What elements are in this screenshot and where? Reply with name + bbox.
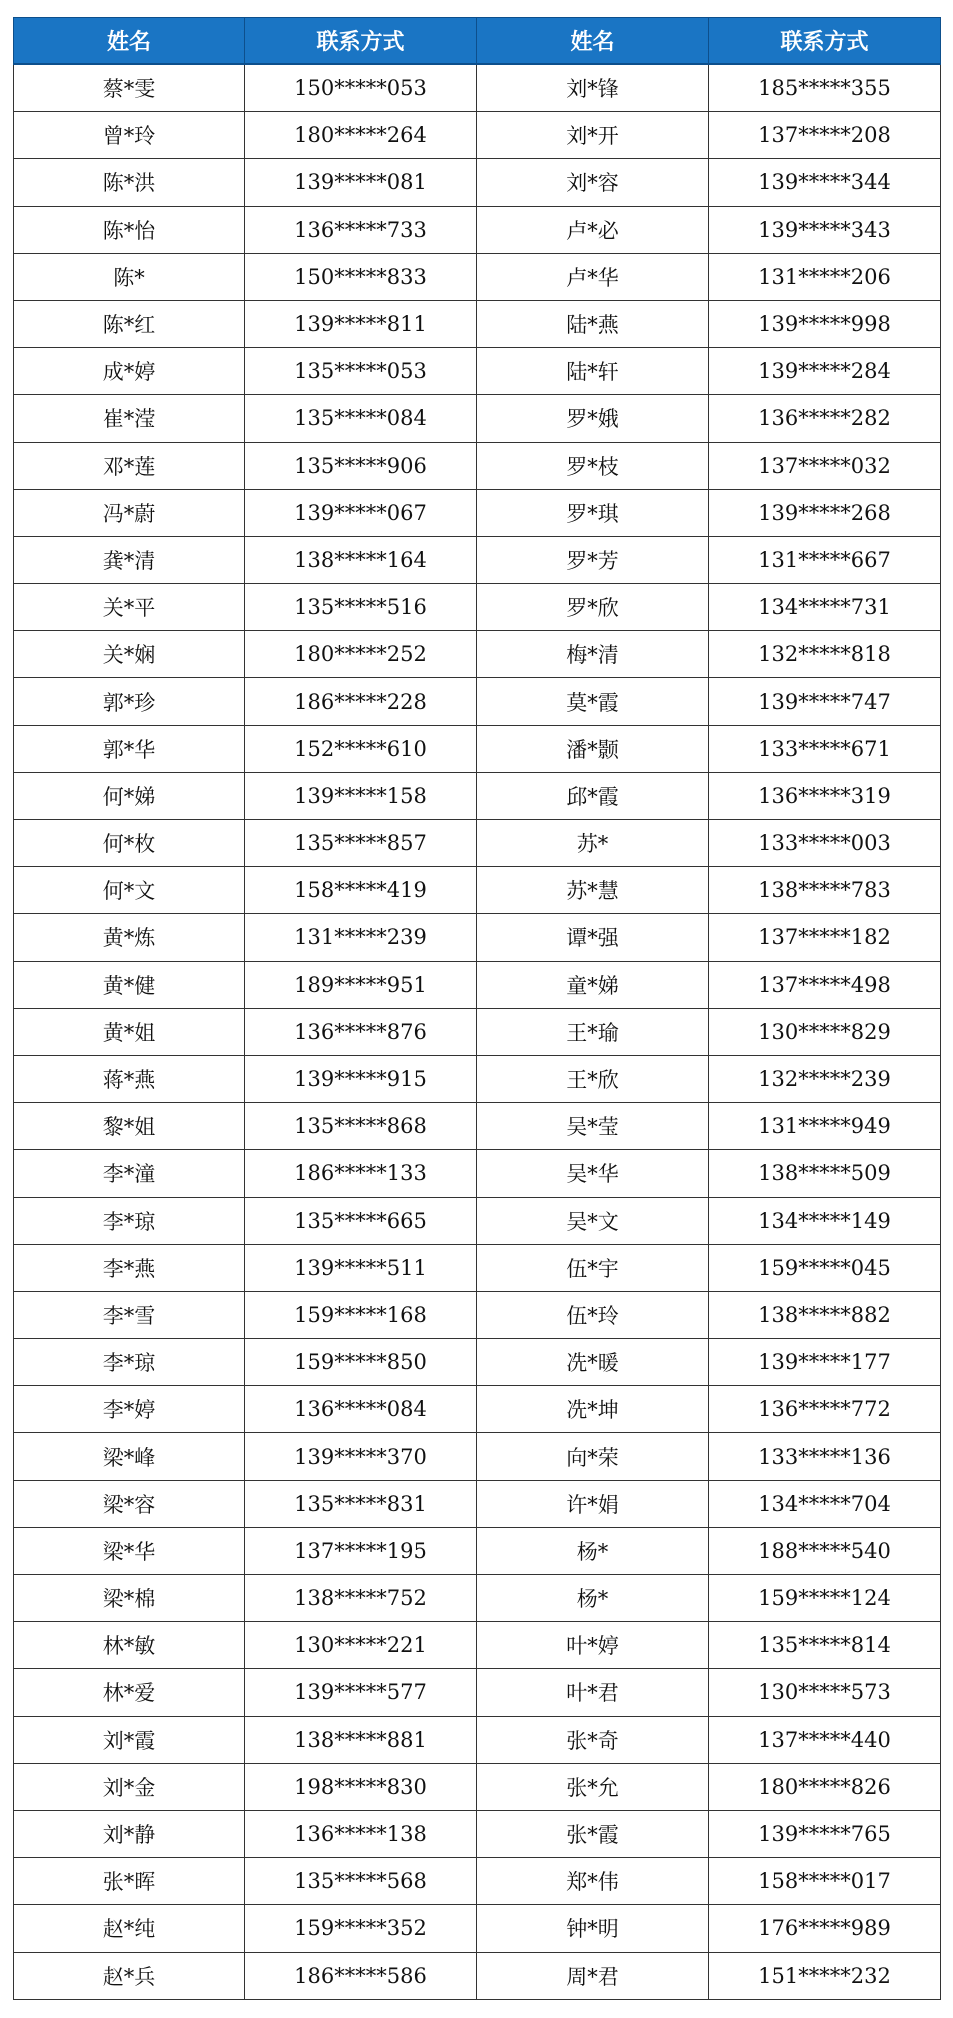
name-cell-right: 钟*明	[477, 1905, 709, 1952]
phone-cell-right: 131*****949	[709, 1103, 941, 1150]
table-row	[14, 1858, 941, 1905]
name-cell-right: 冼*暖	[477, 1339, 709, 1386]
name-cell-right: 梅*清	[477, 631, 709, 678]
table-row	[14, 206, 941, 253]
phone-cell-right: 139*****284	[709, 348, 941, 395]
name-cell-left: 梁*容	[14, 1480, 245, 1527]
name-cell-left: 赵*兵	[14, 1952, 245, 1999]
phone-cell-right: 136*****772	[709, 1386, 941, 1433]
table-row	[14, 678, 941, 725]
name-cell-right: 周*君	[477, 1952, 709, 1999]
name-cell-right: 莫*霞	[477, 678, 709, 725]
phone-cell-right: 132*****239	[709, 1055, 941, 1102]
name-cell-left: 龚*清	[14, 536, 245, 583]
phone-cell-left: 186*****586	[245, 1952, 477, 1999]
phone-cell-left: 138*****881	[245, 1716, 477, 1763]
phone-cell-right: 139*****344	[709, 159, 941, 206]
contact-table	[13, 17, 941, 2000]
name-cell-left: 黄*健	[14, 961, 245, 1008]
name-cell-right: 潘*颢	[477, 725, 709, 772]
table-row	[14, 772, 941, 819]
table-row	[14, 159, 941, 206]
phone-cell-left: 139*****811	[245, 300, 477, 347]
name-cell-right: 吴*华	[477, 1150, 709, 1197]
name-cell-left: 何*娣	[14, 772, 245, 819]
name-cell-left: 郭*珍	[14, 678, 245, 725]
phone-cell-right: 137*****498	[709, 961, 941, 1008]
name-cell-right: 许*娟	[477, 1480, 709, 1527]
name-cell-left: 曾*玲	[14, 112, 245, 159]
table-row	[14, 1386, 941, 1433]
table-row	[14, 489, 941, 536]
phone-cell-left: 135*****831	[245, 1480, 477, 1527]
phone-cell-right: 131*****206	[709, 253, 941, 300]
phone-cell-right: 139*****177	[709, 1339, 941, 1386]
name-column-header-left: 姓名	[14, 18, 245, 65]
name-cell-right: 陆*燕	[477, 300, 709, 347]
phone-cell-right: 137*****182	[709, 914, 941, 961]
phone-cell-left: 135*****906	[245, 442, 477, 489]
name-cell-right: 刘*锋	[477, 64, 709, 112]
table-row	[14, 725, 941, 772]
name-cell-right: 张*霞	[477, 1810, 709, 1857]
name-cell-right: 向*荣	[477, 1433, 709, 1480]
name-cell-right: 吴*莹	[477, 1103, 709, 1150]
phone-cell-right: 131*****667	[709, 536, 941, 583]
phone-cell-left: 186*****228	[245, 678, 477, 725]
phone-cell-right: 139*****747	[709, 678, 941, 725]
phone-cell-left: 139*****081	[245, 159, 477, 206]
phone-cell-left: 135*****665	[245, 1197, 477, 1244]
name-cell-right: 卢*必	[477, 206, 709, 253]
phone-cell-left: 135*****516	[245, 584, 477, 631]
name-cell-right: 王*欣	[477, 1055, 709, 1102]
table-row	[14, 1763, 941, 1810]
phone-cell-left: 135*****868	[245, 1103, 477, 1150]
name-cell-right: 郑*伟	[477, 1858, 709, 1905]
table-row	[14, 64, 941, 112]
name-cell-left: 关*娴	[14, 631, 245, 678]
phone-cell-left: 180*****264	[245, 112, 477, 159]
phone-cell-left: 159*****850	[245, 1339, 477, 1386]
name-cell-left: 何*文	[14, 867, 245, 914]
phone-cell-right: 136*****319	[709, 772, 941, 819]
table-row	[14, 1339, 941, 1386]
name-cell-left: 林*爱	[14, 1669, 245, 1716]
phone-cell-left: 135*****084	[245, 395, 477, 442]
phone-cell-right: 130*****573	[709, 1669, 941, 1716]
name-cell-left: 陈*	[14, 253, 245, 300]
name-cell-right: 谭*强	[477, 914, 709, 961]
table-body	[14, 64, 941, 1999]
name-cell-right: 罗*娥	[477, 395, 709, 442]
phone-cell-right: 176*****989	[709, 1905, 941, 1952]
phone-cell-right: 132*****818	[709, 631, 941, 678]
phone-cell-right: 133*****671	[709, 725, 941, 772]
table-row	[14, 1575, 941, 1622]
name-cell-left: 蔡*雯	[14, 64, 245, 112]
phone-cell-right: 139*****998	[709, 300, 941, 347]
phone-cell-right: 159*****045	[709, 1244, 941, 1291]
table-row	[14, 1527, 941, 1574]
phone-cell-left: 180*****252	[245, 631, 477, 678]
name-cell-left: 陈*怡	[14, 206, 245, 253]
table-row	[14, 820, 941, 867]
name-cell-left: 黄*炼	[14, 914, 245, 961]
phone-cell-right: 137*****032	[709, 442, 941, 489]
phone-cell-left: 189*****951	[245, 961, 477, 1008]
phone-cell-left: 136*****733	[245, 206, 477, 253]
phone-cell-right: 136*****282	[709, 395, 941, 442]
table-row	[14, 1905, 941, 1952]
phone-cell-right: 158*****017	[709, 1858, 941, 1905]
name-cell-left: 李*燕	[14, 1244, 245, 1291]
phone-cell-left: 135*****568	[245, 1858, 477, 1905]
phone-cell-left: 137*****195	[245, 1527, 477, 1574]
table-row	[14, 442, 941, 489]
phone-cell-right: 134*****731	[709, 584, 941, 631]
phone-cell-left: 139*****067	[245, 489, 477, 536]
name-cell-left: 赵*纯	[14, 1905, 245, 1952]
name-cell-left: 陈*红	[14, 300, 245, 347]
name-cell-left: 郭*华	[14, 725, 245, 772]
phone-cell-right: 138*****882	[709, 1291, 941, 1338]
table-row	[14, 1622, 941, 1669]
name-cell-left: 崔*滢	[14, 395, 245, 442]
name-cell-right: 吴*文	[477, 1197, 709, 1244]
table-row	[14, 1669, 941, 1716]
phone-cell-left: 139*****511	[245, 1244, 477, 1291]
name-cell-right: 杨*	[477, 1575, 709, 1622]
name-cell-right: 童*娣	[477, 961, 709, 1008]
table-row	[14, 1291, 941, 1338]
phone-cell-right: 138*****783	[709, 867, 941, 914]
name-cell-right: 罗*欣	[477, 584, 709, 631]
name-cell-right: 王*瑜	[477, 1008, 709, 1055]
name-cell-right: 张*允	[477, 1763, 709, 1810]
phone-cell-right: 151*****232	[709, 1952, 941, 1999]
contact-column-header-right: 联系方式	[709, 18, 941, 65]
table-row	[14, 961, 941, 1008]
table-row	[14, 1716, 941, 1763]
name-cell-right: 刘*容	[477, 159, 709, 206]
name-cell-right: 邱*霞	[477, 772, 709, 819]
phone-cell-right: 133*****136	[709, 1433, 941, 1480]
table-row	[14, 631, 941, 678]
name-cell-left: 刘*霞	[14, 1716, 245, 1763]
phone-cell-left: 138*****752	[245, 1575, 477, 1622]
name-cell-right: 刘*开	[477, 112, 709, 159]
name-cell-right: 叶*君	[477, 1669, 709, 1716]
phone-cell-left: 139*****915	[245, 1055, 477, 1102]
name-cell-right: 罗*芳	[477, 536, 709, 583]
phone-cell-left: 136*****084	[245, 1386, 477, 1433]
phone-cell-right: 139*****268	[709, 489, 941, 536]
name-column-header-right: 姓名	[477, 18, 709, 65]
table-row	[14, 1810, 941, 1857]
contact-column-header-left: 联系方式	[245, 18, 477, 65]
table-row	[14, 348, 941, 395]
table-row	[14, 1480, 941, 1527]
name-cell-left: 蒋*燕	[14, 1055, 245, 1102]
phone-cell-right: 137*****208	[709, 112, 941, 159]
phone-cell-left: 139*****370	[245, 1433, 477, 1480]
table-row	[14, 1103, 941, 1150]
table-row	[14, 1055, 941, 1102]
name-cell-left: 李*琼	[14, 1197, 245, 1244]
phone-cell-right: 135*****814	[709, 1622, 941, 1669]
name-cell-left: 邓*莲	[14, 442, 245, 489]
phone-cell-left: 136*****138	[245, 1810, 477, 1857]
phone-cell-right: 137*****440	[709, 1716, 941, 1763]
name-cell-right: 卢*华	[477, 253, 709, 300]
phone-cell-left: 186*****133	[245, 1150, 477, 1197]
table-row	[14, 1150, 941, 1197]
phone-cell-right: 134*****704	[709, 1480, 941, 1527]
header-row	[14, 18, 941, 65]
phone-cell-left: 150*****053	[245, 64, 477, 112]
phone-cell-left: 131*****239	[245, 914, 477, 961]
table-row	[14, 300, 941, 347]
name-cell-left: 李*婷	[14, 1386, 245, 1433]
phone-cell-right: 134*****149	[709, 1197, 941, 1244]
name-cell-left: 林*敏	[14, 1622, 245, 1669]
name-cell-left: 陈*洪	[14, 159, 245, 206]
name-cell-left: 何*枚	[14, 820, 245, 867]
phone-cell-left: 152*****610	[245, 725, 477, 772]
name-cell-right: 苏*慧	[477, 867, 709, 914]
name-cell-left: 关*平	[14, 584, 245, 631]
phone-cell-right: 133*****003	[709, 820, 941, 867]
phone-cell-right: 185*****355	[709, 64, 941, 112]
phone-cell-left: 139*****577	[245, 1669, 477, 1716]
phone-cell-right: 180*****826	[709, 1763, 941, 1810]
name-cell-right: 陆*轩	[477, 348, 709, 395]
table-row	[14, 395, 941, 442]
name-cell-left: 李*雪	[14, 1291, 245, 1338]
phone-cell-left: 135*****857	[245, 820, 477, 867]
phone-cell-right: 188*****540	[709, 1527, 941, 1574]
table-row	[14, 1244, 941, 1291]
name-cell-right: 苏*	[477, 820, 709, 867]
table-row	[14, 1433, 941, 1480]
name-cell-left: 成*婷	[14, 348, 245, 395]
table-row	[14, 253, 941, 300]
name-cell-right: 张*奇	[477, 1716, 709, 1763]
name-cell-left: 冯*蔚	[14, 489, 245, 536]
table-row	[14, 1197, 941, 1244]
name-cell-left: 张*晖	[14, 1858, 245, 1905]
name-cell-left: 黎*姐	[14, 1103, 245, 1150]
name-cell-left: 黄*姐	[14, 1008, 245, 1055]
name-cell-right: 罗*琪	[477, 489, 709, 536]
name-cell-left: 梁*峰	[14, 1433, 245, 1480]
table-row	[14, 914, 941, 961]
name-cell-left: 梁*棉	[14, 1575, 245, 1622]
name-cell-left: 李*潼	[14, 1150, 245, 1197]
name-cell-left: 李*琼	[14, 1339, 245, 1386]
phone-cell-left: 150*****833	[245, 253, 477, 300]
table-row	[14, 1008, 941, 1055]
phone-cell-right: 138*****509	[709, 1150, 941, 1197]
phone-cell-right: 130*****829	[709, 1008, 941, 1055]
name-cell-right: 伍*宇	[477, 1244, 709, 1291]
name-cell-right: 伍*玲	[477, 1291, 709, 1338]
phone-cell-left: 139*****158	[245, 772, 477, 819]
phone-cell-left: 130*****221	[245, 1622, 477, 1669]
name-cell-right: 冼*坤	[477, 1386, 709, 1433]
table-row	[14, 112, 941, 159]
table-row	[14, 584, 941, 631]
phone-cell-left: 138*****164	[245, 536, 477, 583]
phone-cell-left: 136*****876	[245, 1008, 477, 1055]
name-cell-left: 刘*静	[14, 1810, 245, 1857]
phone-cell-left: 158*****419	[245, 867, 477, 914]
phone-cell-right: 139*****765	[709, 1810, 941, 1857]
phone-cell-left: 159*****168	[245, 1291, 477, 1338]
phone-cell-right: 159*****124	[709, 1575, 941, 1622]
table-header	[14, 18, 941, 65]
name-cell-right: 罗*枝	[477, 442, 709, 489]
table-row	[14, 867, 941, 914]
table-row	[14, 536, 941, 583]
phone-cell-left: 159*****352	[245, 1905, 477, 1952]
phone-cell-right: 139*****343	[709, 206, 941, 253]
name-cell-left: 刘*金	[14, 1763, 245, 1810]
phone-cell-left: 198*****830	[245, 1763, 477, 1810]
name-cell-right: 杨*	[477, 1527, 709, 1574]
name-cell-left: 梁*华	[14, 1527, 245, 1574]
name-cell-right: 叶*婷	[477, 1622, 709, 1669]
phone-cell-left: 135*****053	[245, 348, 477, 395]
table-row	[14, 1952, 941, 1999]
